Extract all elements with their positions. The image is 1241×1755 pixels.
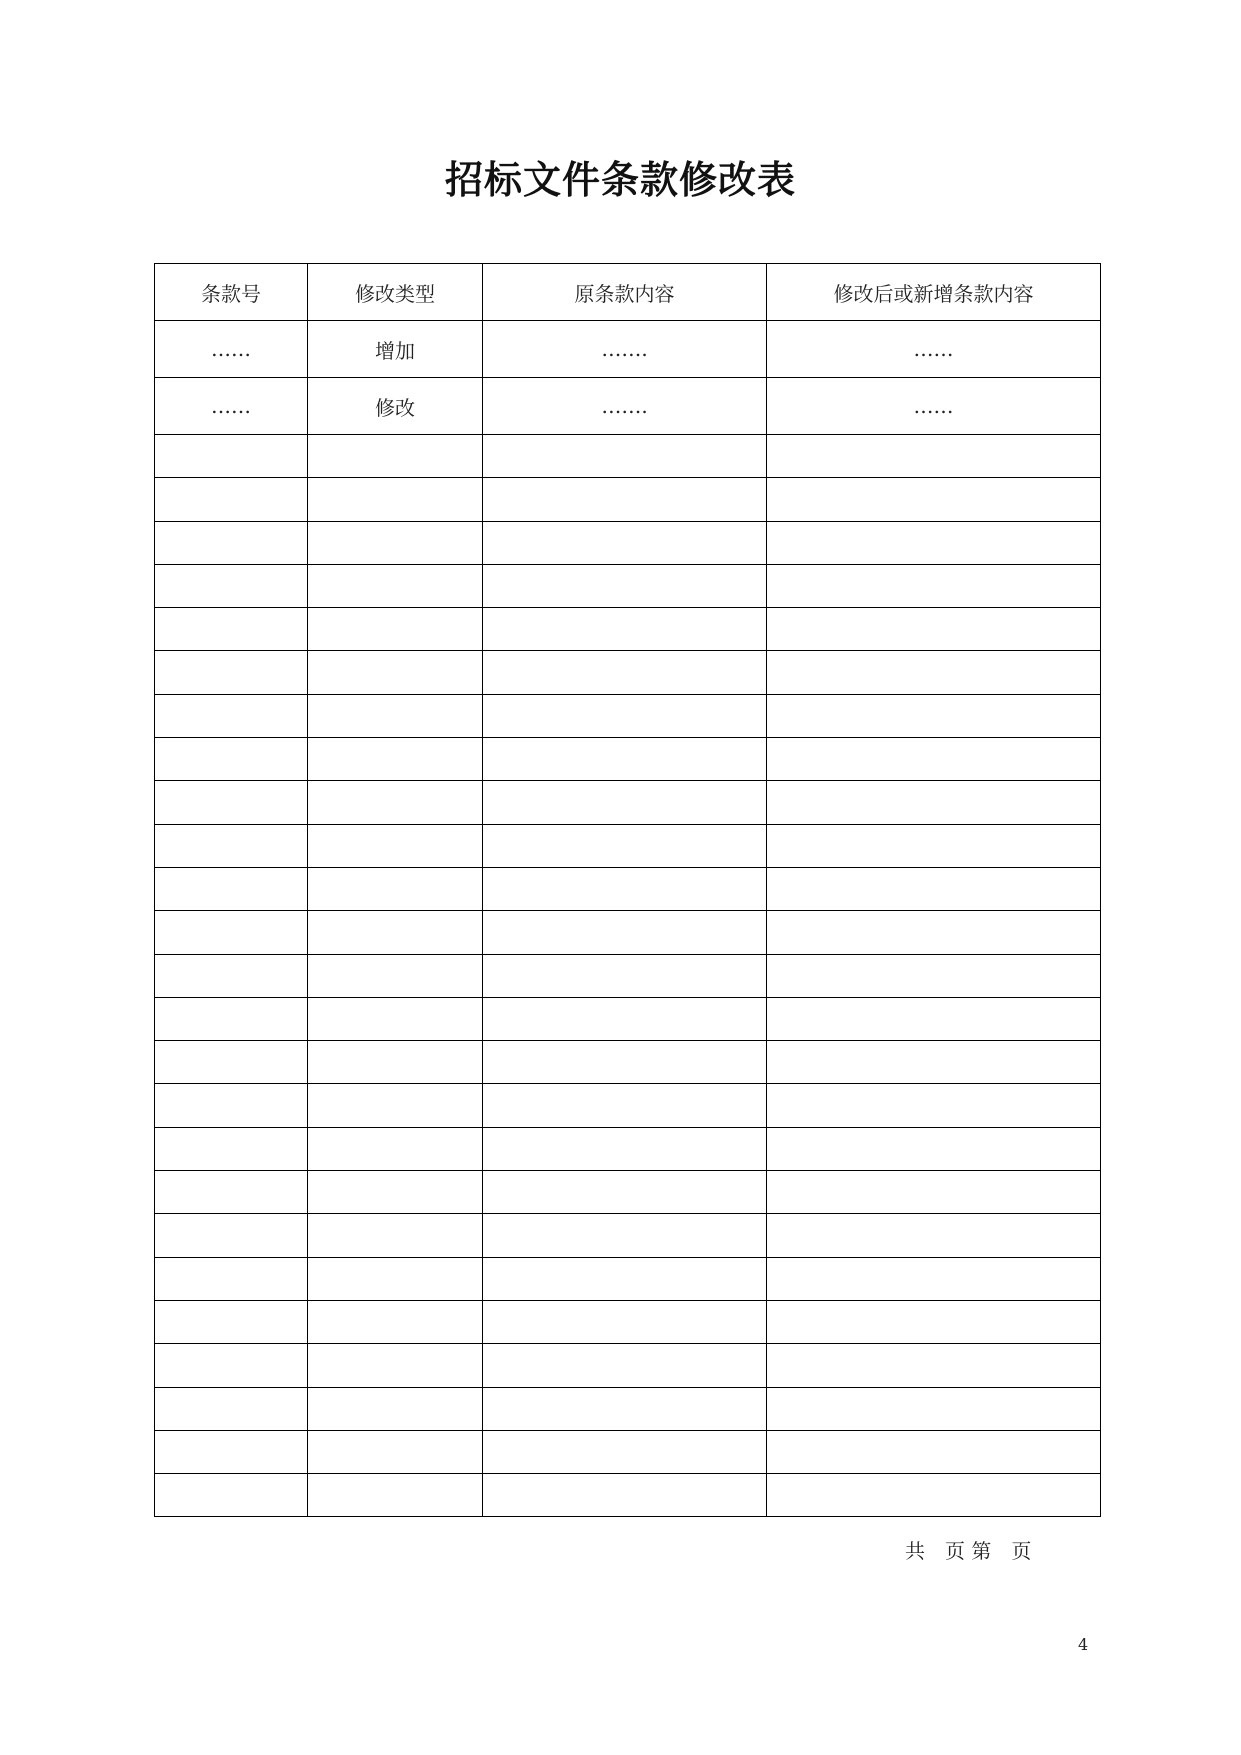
cell-clause-number (155, 824, 308, 867)
cell-clause-number (155, 1214, 308, 1257)
blank-table-row (155, 954, 1101, 997)
cell-modification-type (308, 478, 483, 521)
cell-original-content (483, 738, 767, 781)
cell-modification-type (308, 1387, 483, 1430)
cell-modification-type (308, 521, 483, 564)
cell-original-content (483, 954, 767, 997)
cell-original-content (483, 1214, 767, 1257)
cell-clause-number (155, 1041, 308, 1084)
cell-original-content (483, 1344, 767, 1387)
cell-modified-content (767, 781, 1101, 824)
cell-modification-type (308, 1300, 483, 1343)
cell-clause-number (155, 608, 308, 651)
cell-clause-number: …… (155, 378, 308, 435)
cell-original-content (483, 694, 767, 737)
cell-modified-content (767, 1127, 1101, 1170)
cell-clause-number (155, 1430, 308, 1473)
cell-modified-content (767, 867, 1101, 910)
cell-clause-number (155, 651, 308, 694)
blank-table-row (155, 694, 1101, 737)
blank-table-row (155, 521, 1101, 564)
table-header-row (155, 264, 1101, 321)
cell-modified-content (767, 1430, 1101, 1473)
cell-modified-content (767, 997, 1101, 1040)
cell-modified-content (767, 1300, 1101, 1343)
cell-original-content (483, 867, 767, 910)
cell-clause-number (155, 738, 308, 781)
cell-modified-content (767, 911, 1101, 954)
cell-original-content (483, 997, 767, 1040)
cell-clause-number (155, 1300, 308, 1343)
cell-original-content (483, 1430, 767, 1473)
cell-original-content (483, 1127, 767, 1170)
cell-modification-type (308, 651, 483, 694)
cell-clause-number (155, 1084, 308, 1127)
cell-clause-number (155, 1474, 308, 1517)
cell-original-content (483, 1300, 767, 1343)
cell-original-content (483, 478, 767, 521)
cell-modified-content (767, 564, 1101, 607)
blank-table-row (155, 608, 1101, 651)
cell-clause-number (155, 435, 308, 478)
blank-table-row (155, 435, 1101, 478)
cell-clause-number (155, 1171, 308, 1214)
cell-original-content: ……. (483, 321, 767, 378)
cell-modified-content (767, 1474, 1101, 1517)
blank-table-row (155, 824, 1101, 867)
cell-modified-content (767, 608, 1101, 651)
blank-table-row (155, 1084, 1101, 1127)
cell-original-content (483, 911, 767, 954)
cell-original-content (483, 824, 767, 867)
cell-modified-content (767, 1171, 1101, 1214)
cell-clause-number (155, 521, 308, 564)
blank-table-row (155, 997, 1101, 1040)
table-row (155, 378, 1101, 435)
cell-modification-type (308, 997, 483, 1040)
cell-clause-number (155, 781, 308, 824)
cell-modification-type (308, 781, 483, 824)
blank-table-row (155, 1041, 1101, 1084)
cell-original-content (483, 564, 767, 607)
blank-table-row (155, 1257, 1101, 1300)
cell-clause-number (155, 997, 308, 1040)
blank-table-row (155, 651, 1101, 694)
cell-modified-content (767, 1041, 1101, 1084)
header-clause-number: 条款号 (155, 264, 308, 321)
cell-modified-content (767, 478, 1101, 521)
cell-original-content (483, 608, 767, 651)
cell-modification-type: 修改 (308, 378, 483, 435)
blank-table-row (155, 1300, 1101, 1343)
cell-clause-number (155, 478, 308, 521)
cell-original-content (483, 1257, 767, 1300)
cell-clause-number (155, 911, 308, 954)
table-row (155, 321, 1101, 378)
cell-modification-type (308, 1127, 483, 1170)
cell-modification-type: 增加 (308, 321, 483, 378)
page-count-label: 共 页 第 页 (905, 1539, 1032, 1563)
blank-table-row (155, 564, 1101, 607)
cell-modification-type (308, 911, 483, 954)
cell-modified-content (767, 1344, 1101, 1387)
cell-original-content: ……. (483, 378, 767, 435)
cell-modification-type (308, 1214, 483, 1257)
cell-modification-type (308, 1041, 483, 1084)
blank-table-row (155, 1387, 1101, 1430)
cell-modified-content (767, 694, 1101, 737)
cell-modified-content (767, 738, 1101, 781)
cell-clause-number (155, 1257, 308, 1300)
cell-modified-content (767, 954, 1101, 997)
cell-modification-type (308, 1171, 483, 1214)
cell-clause-number: …… (155, 321, 308, 378)
blank-table-row (155, 1127, 1101, 1170)
cell-original-content (483, 1084, 767, 1127)
blank-table-row (155, 867, 1101, 910)
cell-modification-type (308, 435, 483, 478)
blank-table-row (155, 1171, 1101, 1214)
cell-modified-content (767, 1214, 1101, 1257)
cell-modification-type (308, 867, 483, 910)
document-title: 招标文件条款修改表 (444, 158, 796, 202)
cell-original-content (483, 781, 767, 824)
blank-table-row (155, 1344, 1101, 1387)
modification-table (154, 263, 1101, 1517)
cell-modification-type (308, 1474, 483, 1517)
blank-table-row (155, 1430, 1101, 1473)
cell-clause-number (155, 867, 308, 910)
cell-modified-content: …… (767, 378, 1101, 435)
cell-clause-number (155, 1387, 308, 1430)
cell-clause-number (155, 1344, 308, 1387)
cell-modified-content (767, 824, 1101, 867)
cell-clause-number (155, 954, 308, 997)
cell-original-content (483, 1387, 767, 1430)
blank-table-row (155, 781, 1101, 824)
cell-modification-type (308, 1430, 483, 1473)
cell-modified-content (767, 1387, 1101, 1430)
cell-original-content (483, 521, 767, 564)
blank-table-row (155, 738, 1101, 781)
header-modified-content: 修改后或新增条款内容 (767, 264, 1101, 321)
cell-original-content (483, 651, 767, 694)
cell-modification-type (308, 1344, 483, 1387)
cell-clause-number (155, 1127, 308, 1170)
cell-modified-content (767, 1084, 1101, 1127)
cell-modification-type (308, 1084, 483, 1127)
cell-modification-type (308, 694, 483, 737)
cell-modified-content (767, 651, 1101, 694)
cell-modified-content: …… (767, 321, 1101, 378)
cell-modification-type (308, 738, 483, 781)
cell-original-content (483, 1474, 767, 1517)
blank-table-row (155, 478, 1101, 521)
blank-table-row (155, 1474, 1101, 1517)
header-modification-type: 修改类型 (308, 264, 483, 321)
cell-modified-content (767, 521, 1101, 564)
cell-modification-type (308, 824, 483, 867)
cell-clause-number (155, 564, 308, 607)
page-number: 4 (1078, 1635, 1089, 1654)
table-body (155, 321, 1101, 1517)
cell-original-content (483, 435, 767, 478)
cell-modification-type (308, 954, 483, 997)
blank-table-row (155, 911, 1101, 954)
cell-modified-content (767, 1257, 1101, 1300)
cell-original-content (483, 1171, 767, 1214)
cell-modified-content (767, 435, 1101, 478)
header-original-content: 原条款内容 (483, 264, 767, 321)
cell-clause-number (155, 694, 308, 737)
cell-modification-type (308, 608, 483, 651)
blank-table-row (155, 1214, 1101, 1257)
cell-original-content (483, 1041, 767, 1084)
cell-modification-type (308, 1257, 483, 1300)
cell-modification-type (308, 564, 483, 607)
